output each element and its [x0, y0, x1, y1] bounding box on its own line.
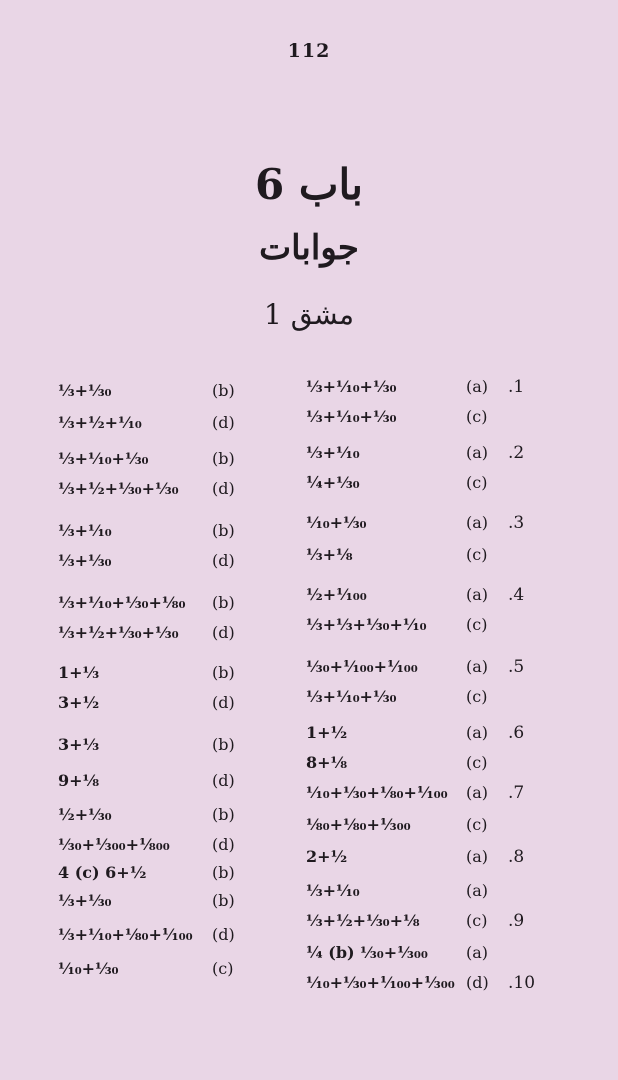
question-number: .7 — [508, 783, 525, 803]
answer-value: ⅓+⅛ — [306, 545, 353, 564]
question-number: .5 — [508, 657, 525, 677]
answer-value: ⅓+⅒+⅓₀+⅛₀ — [58, 593, 186, 612]
answer-part-label: (d) — [212, 925, 235, 944]
answer-row — [0, 660, 618, 686]
answer-part-label: (a) — [466, 585, 489, 604]
answer-part-label: (b) — [212, 381, 235, 400]
answer-part-label: (a) — [466, 881, 489, 900]
chapter-title: باب 6 — [255, 160, 363, 209]
answer-part-label: (a) — [466, 443, 489, 462]
answer-row — [0, 690, 618, 716]
answer-row — [0, 548, 618, 574]
answer-part-label: (b) — [212, 521, 235, 540]
answer-row — [0, 476, 618, 502]
answer-row — [0, 922, 618, 948]
answer-value: ⅓+⅒+⅓₀ — [306, 407, 397, 426]
answer-part-label: (b) — [212, 663, 235, 682]
answer-part-label: (b) — [212, 735, 235, 754]
answer-part-label: (a) — [466, 943, 489, 962]
answer-row — [0, 860, 618, 886]
answer-part-label: (c) — [466, 911, 488, 930]
answer-row — [0, 518, 618, 544]
answer-value: ⅓+⅒+⅓₀ — [306, 377, 397, 396]
answer-part-label: (d) — [466, 973, 489, 992]
answer-row — [0, 410, 618, 436]
answer-value: 9+⅛ — [58, 771, 100, 790]
answer-value: ⅓+⅓₀ — [58, 381, 112, 400]
answer-part-label: (b) — [212, 805, 235, 824]
answer-row — [0, 832, 618, 858]
answer-value: ⅓+⅒+⅓₀ — [306, 687, 397, 706]
answer-value: ⅓+½+⅓₀+⅓₀ — [58, 479, 179, 498]
answer-row — [0, 446, 618, 472]
answer-part-label: (d) — [212, 771, 235, 790]
answer-value: ⅓+⅒ — [58, 521, 112, 540]
answer-row — [0, 802, 618, 828]
answer-value: ⅓+⅒+⅛₀+¹⁄₁₀₀ — [58, 925, 193, 944]
answer-part-label: (a) — [466, 513, 489, 532]
answer-part-label: (d) — [212, 693, 235, 712]
answer-value: 3+⅓ — [58, 735, 100, 754]
answer-part-label: (a) — [466, 783, 489, 802]
answer-part-label: (d) — [212, 835, 235, 854]
answer-value: ⅓+½+⅓₀+⅓₀ — [58, 623, 179, 642]
answer-value: 1+½ — [306, 723, 348, 742]
exercise-title: مشق 1 — [263, 298, 355, 331]
answer-value: ⅓₀+¹⁄₁₀₀+¹⁄₁₀₀ — [306, 657, 418, 676]
answer-row — [0, 378, 618, 404]
answer-part-label: (c) — [466, 407, 488, 426]
answer-part-label: (b) — [212, 449, 235, 468]
question-number: .6 — [508, 723, 525, 743]
answer-part-label: (c) — [466, 687, 488, 706]
question-number: .2 — [508, 443, 525, 463]
answer-part-label: (a) — [466, 847, 489, 866]
answer-part-label: (c) — [466, 815, 488, 834]
answer-part-label: (b) — [212, 593, 235, 612]
answer-part-label: (a) — [466, 657, 489, 676]
answer-value: ¼+⅓₀ — [306, 473, 360, 492]
question-number: .10 — [508, 973, 536, 993]
answer-part-label: (c) — [466, 753, 488, 772]
answer-part-label: (a) — [466, 377, 489, 396]
answer-part-label: (d) — [212, 551, 235, 570]
answer-value: 4 (c) 6+½ — [58, 863, 147, 882]
question-number: .4 — [508, 585, 525, 605]
answer-value: ⅓+⅒ — [306, 443, 360, 462]
question-number: .8 — [508, 847, 525, 867]
answer-value: ⅛₀+⅛₀+¹⁄₃₀₀ — [306, 815, 411, 834]
chapter-subtitle: جوابات — [259, 228, 359, 268]
answer-value: ⅒+⅓₀ — [306, 513, 367, 532]
answer-row — [0, 956, 618, 982]
answer-part-label: (c) — [466, 615, 488, 634]
answer-row — [0, 732, 618, 758]
answer-value: ⅓+½+⅒ — [58, 413, 142, 432]
answer-part-label: (b) — [212, 891, 235, 910]
answer-value: ⅒+⅓₀+¹⁄₁₀₀+¹⁄₃₀₀ — [306, 973, 455, 992]
answer-part-label: (c) — [466, 545, 488, 564]
answer-part-label: (c) — [466, 473, 488, 492]
answer-row — [0, 888, 618, 914]
question-number: .1 — [508, 377, 525, 397]
answer-part-label: (d) — [212, 623, 235, 642]
page-number: 112 — [287, 40, 331, 62]
answer-value: ⅓+⅒ — [306, 881, 360, 900]
answer-value: 8+⅛ — [306, 753, 348, 772]
answer-value: ⅒+⅓₀ — [58, 959, 119, 978]
answer-value: ¼ (b) ⅓₀+¹⁄₃₀₀ — [306, 943, 428, 962]
answer-part-label: (d) — [212, 413, 235, 432]
answer-value: ⅒+⅓₀+⅛₀+¹⁄₁₀₀ — [306, 783, 448, 802]
answer-row — [0, 590, 618, 616]
answer-value: ⅓+⅒+⅓₀ — [58, 449, 149, 468]
answer-value: ½+¹⁄₁₀₀ — [306, 585, 367, 604]
answer-value: 2+½ — [306, 847, 348, 866]
answer-row — [0, 620, 618, 646]
answer-value: ⅓+½+⅓₀+⅛ — [306, 911, 420, 930]
answer-part-label: (c) — [212, 959, 234, 978]
question-number: .9 — [508, 911, 525, 931]
answer-value: ⅓+⅓+⅓₀+⅒ — [306, 615, 427, 634]
answer-value: 1+⅓ — [58, 663, 100, 682]
answer-part-label: (d) — [212, 479, 235, 498]
answer-value: ½+⅓₀ — [58, 805, 112, 824]
answer-part-label: (b) — [212, 863, 235, 882]
answer-value: ⅓+⅓₀ — [58, 551, 112, 570]
answer-value: ⅓+⅓₀ — [58, 891, 112, 910]
answer-value: ⅓₀+¹⁄₃₀₀+¹⁄₈₀₀ — [58, 835, 170, 854]
answer-value: 3+½ — [58, 693, 100, 712]
answer-part-label: (a) — [466, 723, 489, 742]
answer-row — [0, 768, 618, 794]
question-number: .3 — [508, 513, 525, 533]
